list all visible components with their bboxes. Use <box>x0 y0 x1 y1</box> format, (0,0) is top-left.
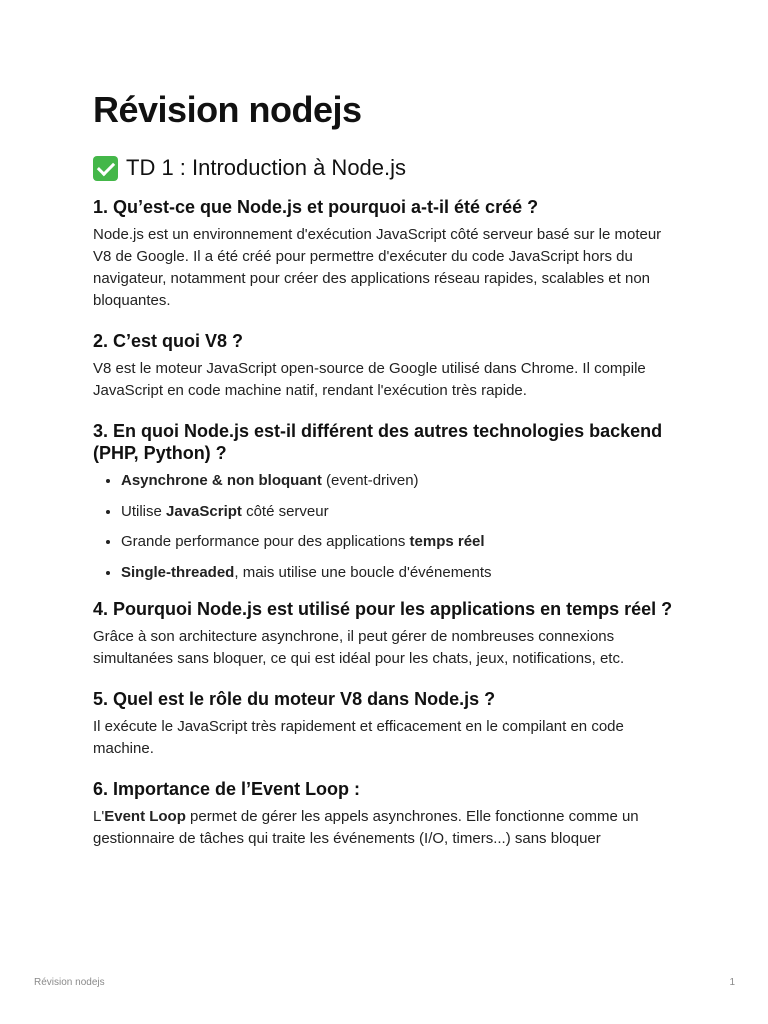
list-item: • Utilise JavaScript côté serveur <box>121 501 683 523</box>
page-title: Révision nodejs <box>93 89 362 130</box>
list-item: • Grande performance pour des applications temps réel <box>121 531 683 553</box>
list-item: • Single-threaded, mais utilise une boucle d'événements <box>121 562 683 584</box>
check-mark-button-icon <box>93 156 118 181</box>
document-page <box>93 88 683 868</box>
section-6-text: L'Event Loop permet de gérer les appels asynchrones. Elle fonctionne comme un gestionnaire de tâches qui traite les événements (I/O, timers...) sans bloquer <box>93 807 639 847</box>
section-3 <box>93 420 683 584</box>
section-6 <box>93 778 683 850</box>
section-1-text: Node.js est un environnement d'exécution JavaScript côté serveur basé sur le moteur V8 de Google. Il a été créé pour permettre d'exécuter du code JavaScript hors du navigateur, notamment pour créer des applications réseau rapides, scalables et non bloquantes. <box>93 226 662 309</box>
section-2-title: 2. C’est quoi V8 ? <box>93 331 244 351</box>
footer-doc-title: Révision nodejs <box>34 977 105 988</box>
section-5-title: 5. Quel est le rôle du moteur V8 dans Node.js ? <box>93 688 496 709</box>
section-3-list <box>93 470 683 584</box>
section-1 <box>93 196 683 312</box>
section-6-title: 6. Importance de l’Event Loop : <box>93 778 361 799</box>
td-heading-text: TD 1 : Introduction à Node.js <box>126 155 407 180</box>
section-1-title: 1. Qu’est-ce que Node.js et pourquoi a-t-il été créé ? <box>93 197 539 217</box>
section-2 <box>93 330 683 402</box>
list-item: • Asynchrone & non bloquant (event-driven) <box>121 470 683 492</box>
section-3-title: 3. En quoi Node.js est-il différent des autres technologies backend (PHP, Python) ? <box>93 421 663 463</box>
section-4-title: 4. Pourquoi Node.js est utilisé pour les applications en temps réel ? <box>93 598 673 619</box>
section-5-text: Il exécute le JavaScript très rapidement et efficacement en le compilant en code machine. <box>93 717 624 757</box>
section-4-text: Grâce à son architecture asynchrone, il peut gérer de nombreuses connexions simultanées sans bloquer, ce qui est idéal pour les chats, jeux, notifications, etc. <box>93 627 625 667</box>
section-5 <box>93 688 683 760</box>
page-number: 1 <box>729 977 735 988</box>
td-heading <box>93 154 683 182</box>
section-4 <box>93 598 683 670</box>
section-2-text: V8 est le moteur JavaScript open-source de Google utilisé dans Chrome. Il compile JavaScript en code machine natif, rendant l'exécution très rapide. <box>93 360 646 399</box>
